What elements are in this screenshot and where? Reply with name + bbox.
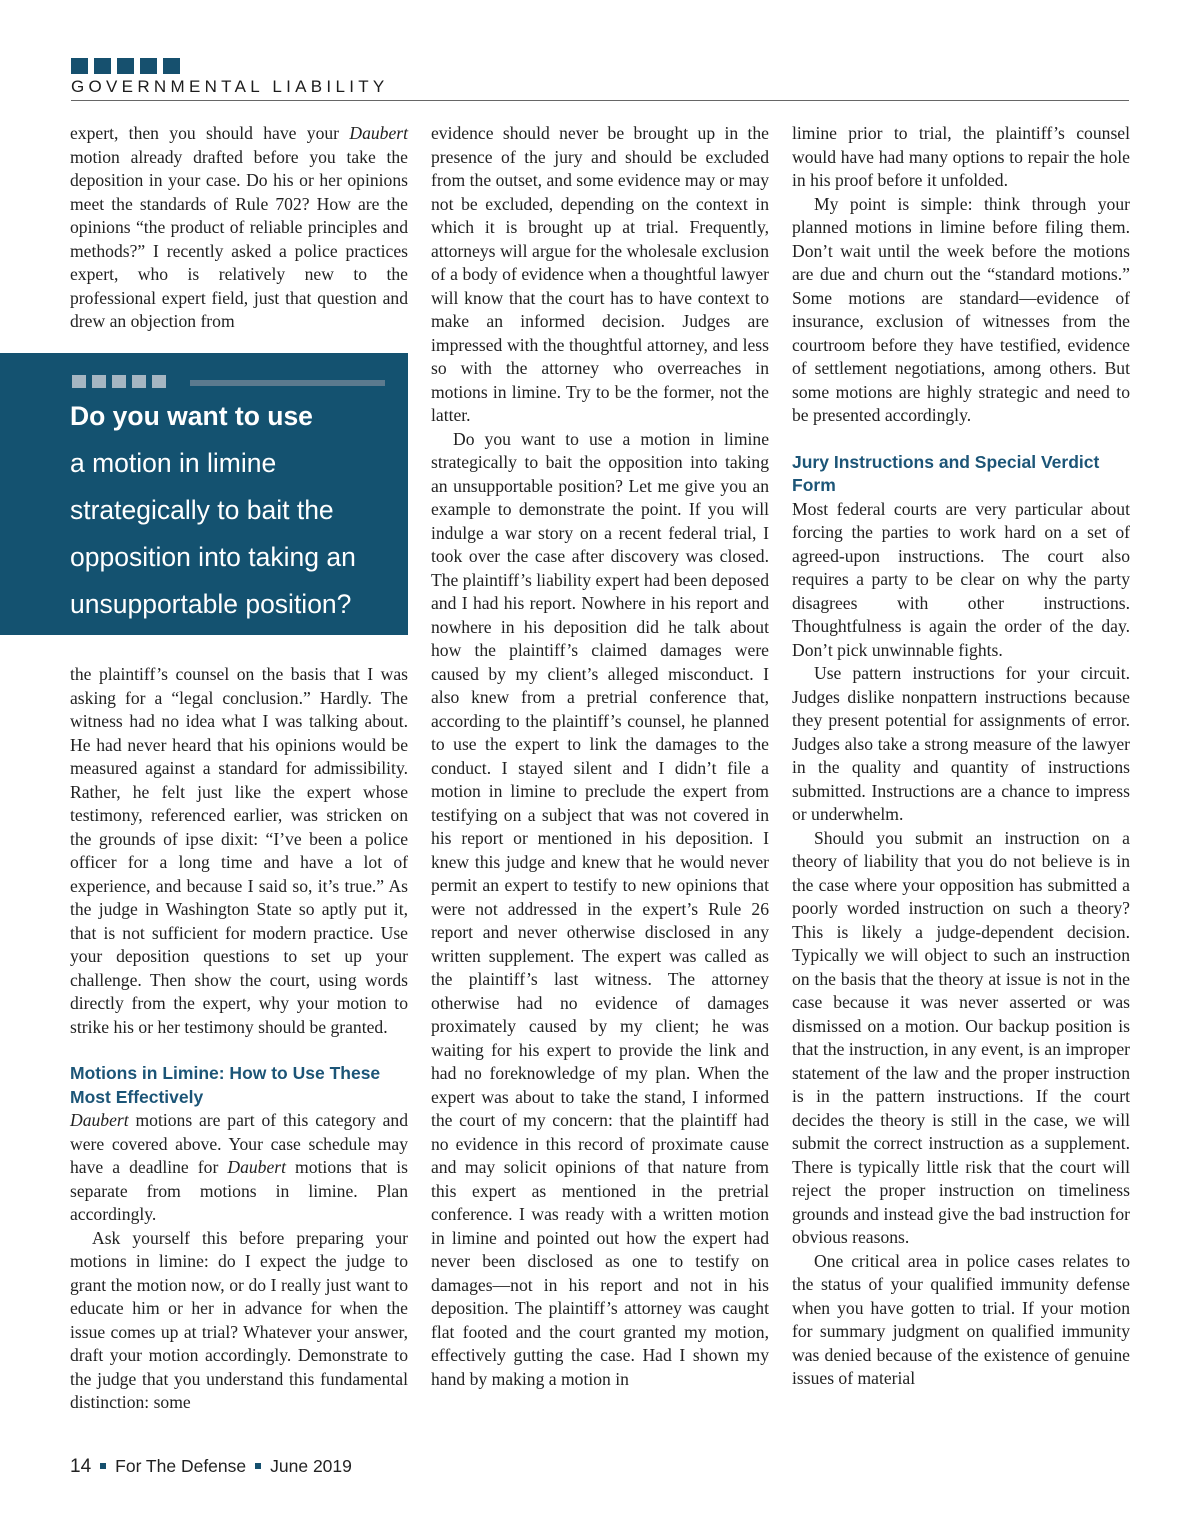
issue-date: June 2019 xyxy=(270,1456,352,1476)
section-title: GOVERNMENTAL LIABILITY xyxy=(71,77,389,96)
col2-paragraph-1: evidence should never be brought up in the presence of the jury and should be excluded from the outset, and some evidence may or may not be excluded, depending on the context in which it is brought up at trial. Frequently, attorneys will argue for the wholesale exclusion of a body of evidence when a thoughtful lawyer will know that the court has to have context to make an informed decision. Judges are impressed with the thoughtful attorney, and less so with the attorney who overreaches in motions in limine. Try to be the former, not the latter. xyxy=(431,123,769,425)
header-rule xyxy=(71,100,1129,101)
pull-quote-lead: Do you want to use xyxy=(70,401,313,431)
pull-quote-rule xyxy=(190,380,385,386)
col3-paragraph-6: One critical area in police cases relates to the status of your qualified immunity defense when you have gotten to trial. If your motion for summary judgment on qualified immunity was denied because of the existence of genuine issues of material xyxy=(792,1250,1130,1388)
col3-paragraph-3: Most federal courts are very particular about forcing the parties to work hard on a set of agreed-upon instructions. The court also requires a party to be clear on why the party disagrees with other instructions. Thoughtfulness is again the order of the day. Don’t pick unwinnable fights. xyxy=(792,498,1130,660)
column-2 xyxy=(431,122,769,1391)
col1-paragraph-3: Ask yourself this before preparing your motions in limine: do I expect the judge to grant the motion now, or do I really just want to educate him or her in advance for when the issue comes up at trial? Whatever your answer, draft your motion accordingly. Demonstrate to the judge that you understand this fundamental distinction: some xyxy=(70,1227,408,1412)
subhead-motions-in-limine: Motions in Limine: How to Use These Most Effectively xyxy=(70,1063,381,1107)
footer-separator-2 xyxy=(255,1463,261,1469)
page-footer xyxy=(70,1456,352,1478)
pull-quote xyxy=(0,353,408,635)
header-squares xyxy=(71,58,180,74)
col3-paragraph-4: Use pattern instructions for your circuit. Judges dislike nonpattern instructions because they present potential for assignments of error. Judges also take a strong measure of the lawyer in the quality and quantity of instructions submitted. Instructions are a chance to impress or underwhelm. xyxy=(792,663,1130,824)
publication-name: For The Defense xyxy=(115,1456,247,1476)
col1-paragraph-2: Daubert motions are part of this category and were covered above. Your case schedule may have a deadline for Daubert motions that is separate from motions in limine. Plan accordingly. xyxy=(70,1110,408,1224)
col3-paragraph-2: My point is simple: think through your planned motions in limine before filing them. Don’t wait until the week before the motions are due and churn out the “standard motions.” Some motions are standard—evidence of insurance, exclusion of witnesses from the courtroom before they have testified, evidence of settlement negotiations, among others. But some motions are highly strategic and need to be presented accordingly. xyxy=(792,193,1130,425)
col1-paragraph-cont: the plaintiff’s counsel on the basis that I was asking for a “legal conclusion.” Hardly. The witness had no idea what I was talking about. He had never heard that his opinions would be measured against a standard for admissibility. Rather, he felt just like the expert whose testimony, referenced earlier, was stricken on the grounds of ipse dixit: “I’ve been a police officer for a long time and have a lot of experience, and because I said so, it’s true.” As the judge in Washington State so aptly put it, that is not sufficient for modern practice. Use your deposition questions to set up your challenge. Then show the court, using words directly from the expert, why your motion to strike his or her testimony should be granted. xyxy=(70,664,408,1037)
pull-quote-rest: a motion in limine strategically to bait the opposition into taking an unsupportable position? xyxy=(70,448,356,619)
col3-paragraph-5: Should you submit an instruction on a theory of liability that you do not believe is in the case where your opposition has submitted a poorly worded instruction on such a theory? This is likely a judge-dependent decision. Typically we will object to such an instruction on the basis that the theory at issue is not in the case because it was never asserted or was dismissed on a motion. Our backup position is that the instruction, in any event, is an improper statement of the law and the proper instruction is in the pattern instructions. If the court decides the theory is still in the case, we will submit the correct instruction as a supplement. There is typically little risk that the court will reject the proper instruction on timeliness grounds and instead give the bad instruction for obvious reasons. xyxy=(792,827,1130,1247)
col3-paragraph-1: limine prior to trial, the plaintiff’s counsel would have had many options to repair the hole in his proof before it unfolded. xyxy=(792,123,1130,190)
subhead-jury-instructions: Jury Instructions and Special Verdict Form xyxy=(792,451,1100,495)
pull-quote-squares xyxy=(72,375,166,388)
col1-paragraph-1: expert, then you should have your Daubert motion already drafted before you take the deposition in your case. Do his or her opinions meet the standards of Rule 702? How are the opinions “the product of reliable principles and methods?” I recently asked a police practices expert, who is relatively new to the professional expert field, just that question and drew an objection from xyxy=(70,123,408,331)
column-1-top xyxy=(70,122,408,334)
column-3 xyxy=(792,122,1130,1391)
pull-quote-text xyxy=(70,393,400,628)
page-number: 14 xyxy=(70,1456,92,1477)
col2-paragraph-2: Do you want to use a motion in limine strategically to bait the opposition into taking an unsupportable position? Let me give you an example to demonstrate the point. If you will indulge a war story on a recent federal trial, I took over the case after discovery was closed. The plaintiff’s liability expert had been deposed and I had his report. Nowhere in his report and nowhere in his deposition did he talk about how the plaintiff’s claimed damages were caused by my client’s alleged misconduct. I also knew from a pretrial conference that, according to the plaintiff’s counsel, he planned to use the expert to link the damages to the conduct. I stayed silent and I didn’t file a motion in limine to preclude the expert from testifying on a subject that was not covered in his report or mentioned in his deposition. I knew this judge and knew that he would never permit an expert to testify to new opinions that were not addressed in the expert’s Rule 26 report and never otherwise disclosed in any written supplement. The expert was called as the plaintiff’s last witness. The attorney otherwise had no evidence of damages proximately caused by my client; he was waiting for his expert to provide the link and had no foreknowledge of my plan. When the expert was about to take the stand, I informed the court of my concern: that the plaintiff had no evidence in this record of proximate cause and may solicit opinions of that nature from this expert as mentioned in the pretrial conference. I was ready with a written motion in limine and pointed out how the expert had never been disclosed as one to testify on damages—not in his report and not in his deposition. The plaintiff’s attorney was caught flat footed and the court granted my motion, effectively gutting the case. Had I shown my hand by making a motion in xyxy=(431,428,769,1389)
column-1-bottom xyxy=(70,663,408,1415)
footer-separator-1 xyxy=(100,1463,106,1469)
